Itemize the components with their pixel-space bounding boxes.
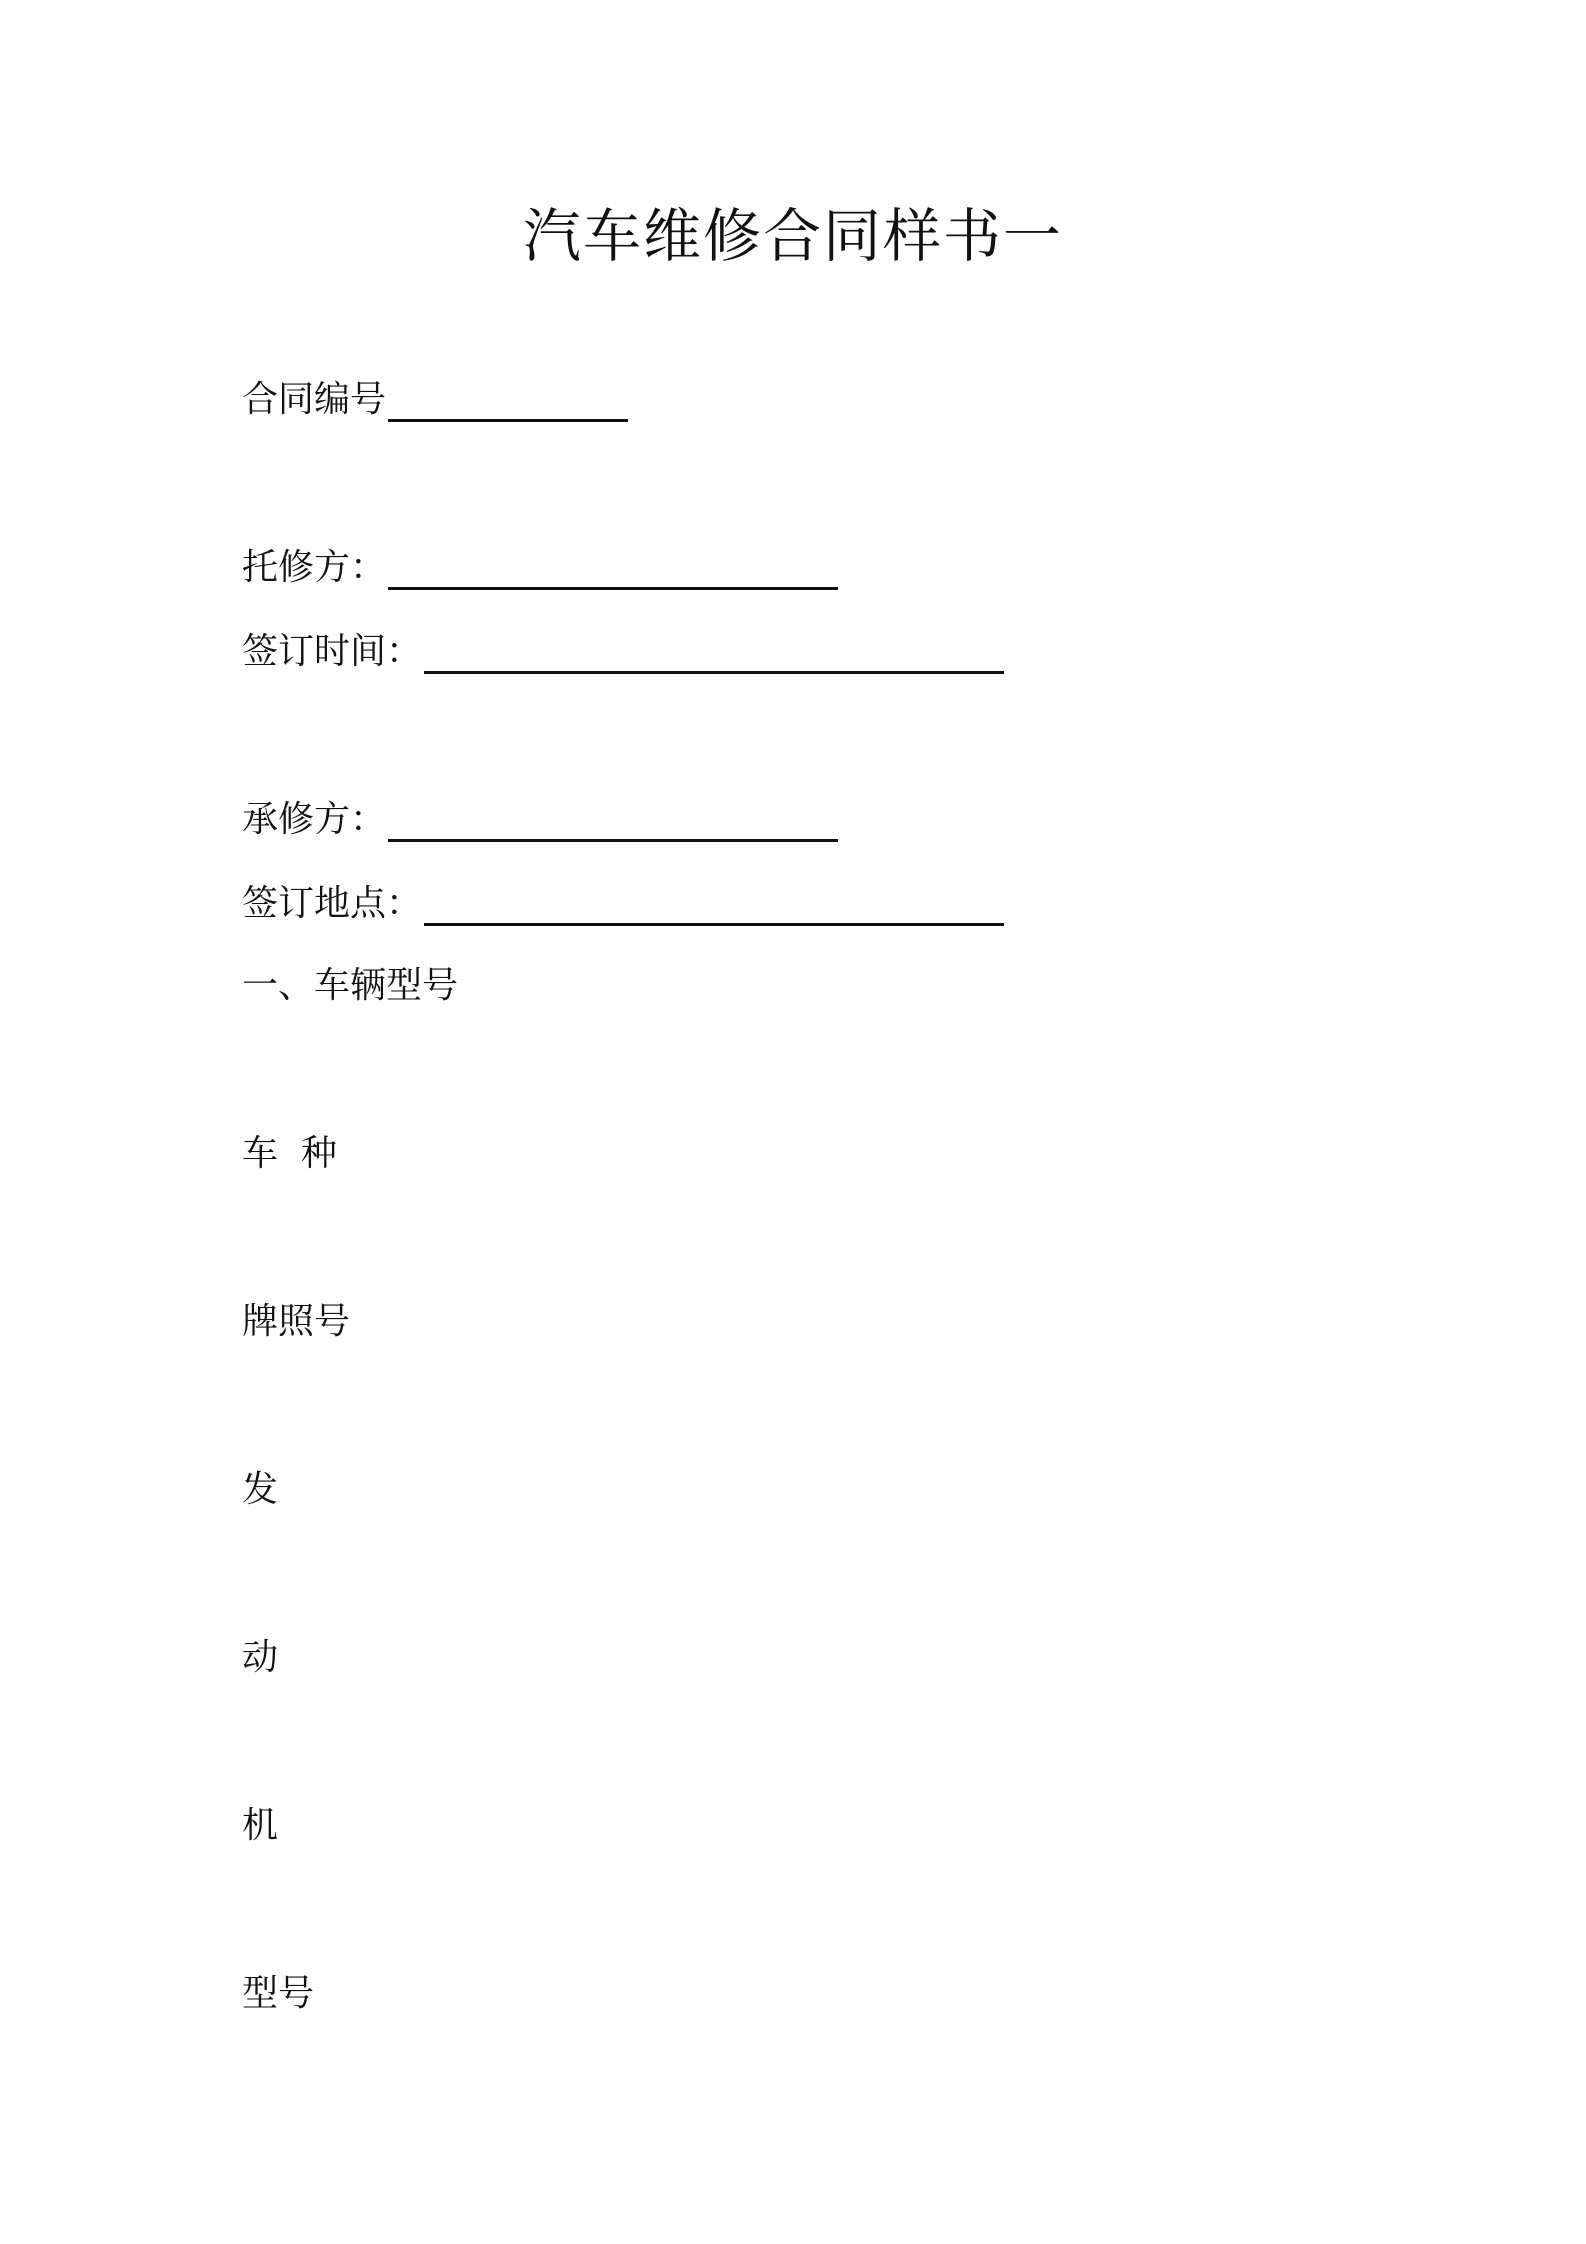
field-car-type: 车 种 — [242, 1133, 337, 1174]
sign-place-row — [242, 882, 1004, 926]
document-title: 汽车维修合同样书一 — [522, 202, 1063, 270]
field-model: 型号 — [242, 1973, 315, 2014]
field-engine-char-1: 发 — [242, 1469, 279, 1510]
contract-number-row — [242, 378, 628, 422]
contractor-label: 承修方： — [242, 799, 387, 840]
field-engine-char-3: 机 — [242, 1805, 279, 1846]
sign-time-blank[interactable] — [424, 635, 1004, 674]
sign-place-label: 签订地点： — [242, 883, 423, 924]
client-label: 托修方： — [242, 547, 387, 588]
sign-time-row — [242, 630, 1004, 674]
contractor-row — [242, 798, 838, 842]
section-1-heading: 一、车辆型号 — [242, 965, 459, 1006]
client-row — [242, 546, 838, 590]
contractor-blank[interactable] — [388, 803, 838, 842]
client-blank[interactable] — [388, 551, 838, 590]
contract-number-blank[interactable] — [388, 383, 628, 422]
sign-place-blank[interactable] — [424, 887, 1004, 926]
contract-number-label: 合同编号 — [242, 379, 387, 420]
sign-time-label: 签订时间： — [242, 631, 423, 672]
field-plate-number: 牌照号 — [242, 1301, 351, 1342]
field-engine-char-2: 动 — [242, 1637, 279, 1678]
